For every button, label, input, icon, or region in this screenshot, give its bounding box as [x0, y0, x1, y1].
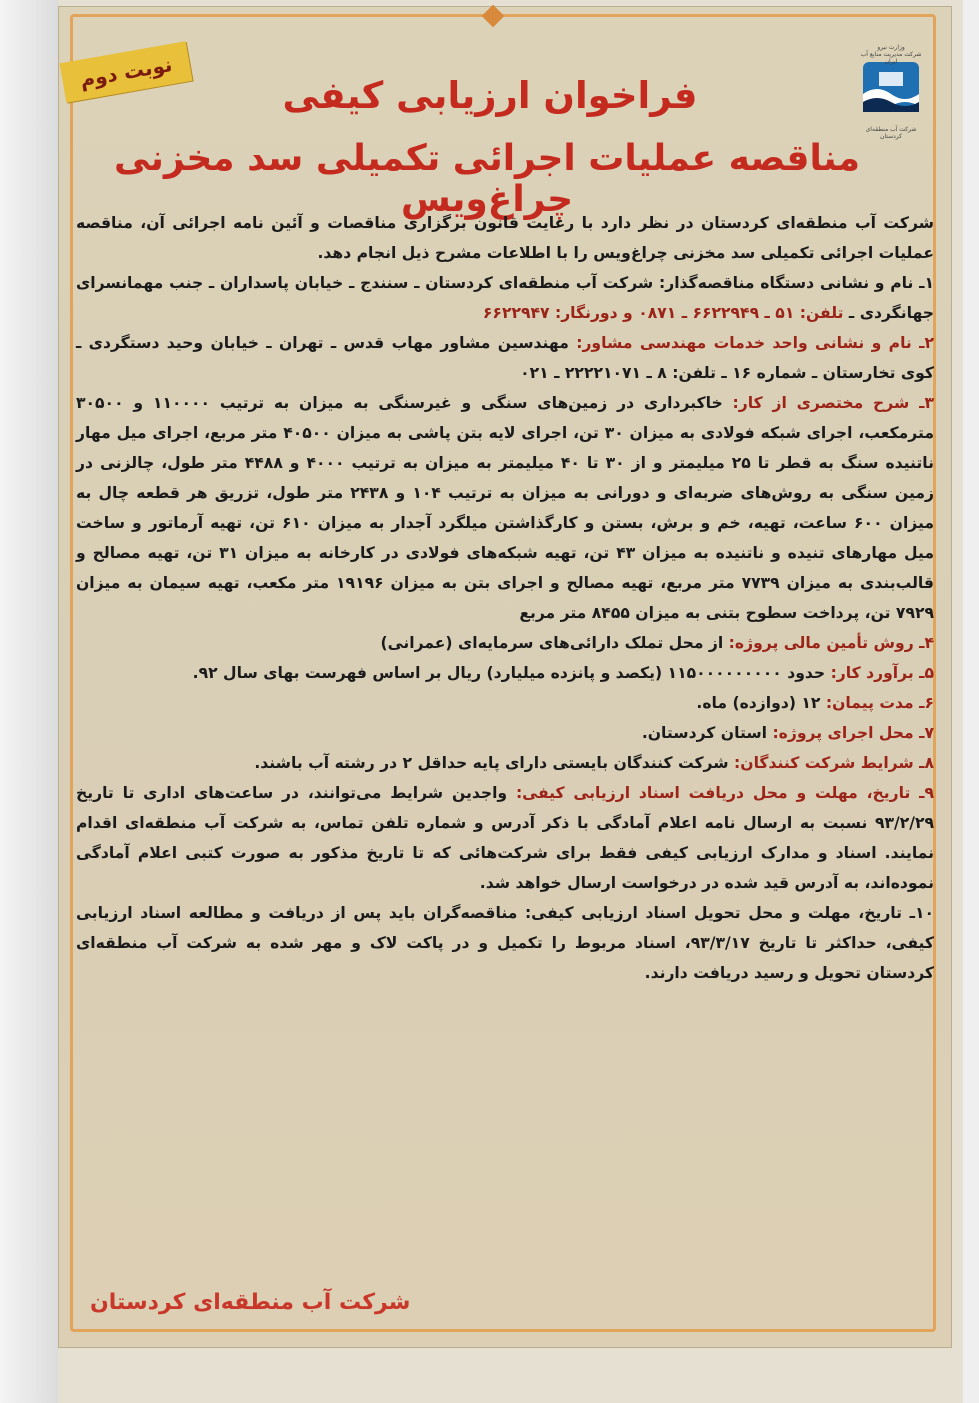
item-8: ۸ـ شرایط شرکت کنندگان: شرکت کنندگان بایستی دارای پایه حداقل ۲ در رشته آب باشند.: [254, 754, 934, 772]
item-5: ۵ـ برآورد کار: حدود ۱۱۵۰۰۰۰۰۰۰۰۰ (یکصد و پانزده میلیارد) ریال بر اساس فهرست بهای سال ۹۲.: [192, 664, 934, 682]
scan-margin-left: [0, 0, 58, 1403]
item-3: ۳ـ شرح مختصری از کار: خاکبرداری در زمین‌های سنگی و غیرسنگی به میزان به ترتیب ۱۱۰۰۰۰ و ۳۰۵۰۰ مترمکعب، اجرای شبکه فولادی به میزان ۳۰ تن، اجرای لایه بتن پاشی به میزان ۴۰۵۰۰ متر مربع، اجرای میل مهار ناتنیده سنگ به قطر تا ۲۵ میلیمتر و از ۳۰ تا ۴۰ میلیمتر به میزان به ترتیب ۴۰۰۰ و ۴۴۸۸ متر طول، چالزنی در زمین سنگی به روش‌های ضربه‌ای و دورانی به میزان به ترتیب ۱۰۴ و ۲۴۳۸ متر طول، تزریق هر قطعه چال به میزان ۶۰۰ ساعت، تهیه، خم و برش، بستن و کارگذاشتن میلگرد آجدار به میزان ۶۱۰ تن، تهیه آرماتور و ساخت میل مهارهای تنیده و ناتنیده به میزان ۴۳ تن، تهیه شبکه‌های فولادی در کارخانه به میزان ۳۱ تن، تهیه مصالح و قالب‌بندی به میزان ۷۷۳۹ متر مربع، تهیه مصالح و اجرای بتن به میزان ۱۹۱۹۶ متر مکعب، تهیه سیمان به میزان ۷۹۲۹ تن، پرداخت سطوح بتنی به میزان ۸۴۵۵ متر مربع: [76, 394, 935, 622]
item-10: ۱۰ـ تاریخ، مهلت و محل تحویل اسناد ارزیابی کیفی: مناقصه‌گران باید پس از دریافت و مطالعه اسناد ارزیابی کیفی، حداکثر تا تاریخ ۹۳/۳/۱۷، اسناد مربوط را تکمیل و در پاکت لاک و مهر شده به شرکت آب منطقه‌ای کردستان تحویل و رسید دریافت دارند.: [76, 904, 934, 982]
badge-text: نوبت دوم: [78, 52, 174, 92]
logo-caption: [855, 44, 927, 140]
signature: شرکت آب منطقه‌ای کردستان: [90, 1290, 411, 1315]
item-7: ۷ـ محل اجرای پروژه: استان کردستان.: [641, 724, 934, 742]
item-2: ۲ـ نام و نشانی واحد خدمات مهندسی مشاور: مهندسین مشاور مهاب قدس ـ تهران ـ خیابان وحید دستگردی ـ کوی تخارستان ـ شماره ۱۶ ـ تلفن: ۸ ـ ۲۲۲۲۱۰۷۱ ـ ۰۲۱: [76, 334, 934, 382]
item-1: ۱ـ نام و نشانی دستگاه مناقصه‌گذار: شرکت آب منطقه‌ای کردستان ـ سنندج ـ خیابان پاسداران ـ جنب مهمانسرای جهانگردی ـ تلفن: ۵۱ ـ ۶۶۲۲۹۴۹ ـ ۰۸۷۱ و دورنگار: ۶۶۲۲۹۴۷: [76, 274, 934, 322]
logo-org: شرکت مدیریت منابع آب ایران: [860, 51, 922, 66]
item-4: ۴ـ روش تأمین مالی پروژه: از محل تملک دارائی‌های سرمایه‌ای (عمرانی): [380, 634, 934, 652]
ad-subtitle: مناقصه عملیات اجرائی تکمیلی سد مخزنی چراغ‌ویس: [114, 138, 860, 220]
ad-body: [76, 208, 934, 988]
ad-title: فراخوان ارزیابی کیفی: [282, 74, 698, 117]
item-6: ۶ـ مدت پیمان: ۱۲ (دوازده) ماه.: [696, 694, 934, 712]
item-9: ۹ـ تاریخ، مهلت و محل دریافت اسناد ارزیابی کیفی: واجدین شرایط می‌توانند، در ساعت‌های اداری تا تاریخ ۹۳/۲/۲۹ نسبت به ارسال نامه اعلام آمادگی با ذکر آدرس و شماره تلفن تماس، به شرکت آب منطقه‌ای اقدام نمایند. اسناد و مدارک ارزیابی کیفی فقط برای شرکت‌هائی که تا تاریخ مذکور به صورت کتبی اعلام آمادگی نموده‌اند، به آدرس قید شده در درخواست ارسال خواهد شد.: [76, 784, 934, 892]
scan-margin-right: [963, 0, 979, 1403]
intro-paragraph: شرکت آب منطقه‌ای کردستان در نظر دارد با رعایت قانون برگزاری مناقصات و آئین نامه اجرائی آن، مناقصه عملیات اجرائی تکمیلی سد مخزنی چراغ‌ویس را با اطلاعات مشرح ذیل انجام دهد.: [76, 214, 934, 262]
logo-name: شرکت آب منطقه‌ای کردستان: [865, 125, 917, 140]
logo-ministry: وزارت نیرو: [877, 44, 905, 51]
